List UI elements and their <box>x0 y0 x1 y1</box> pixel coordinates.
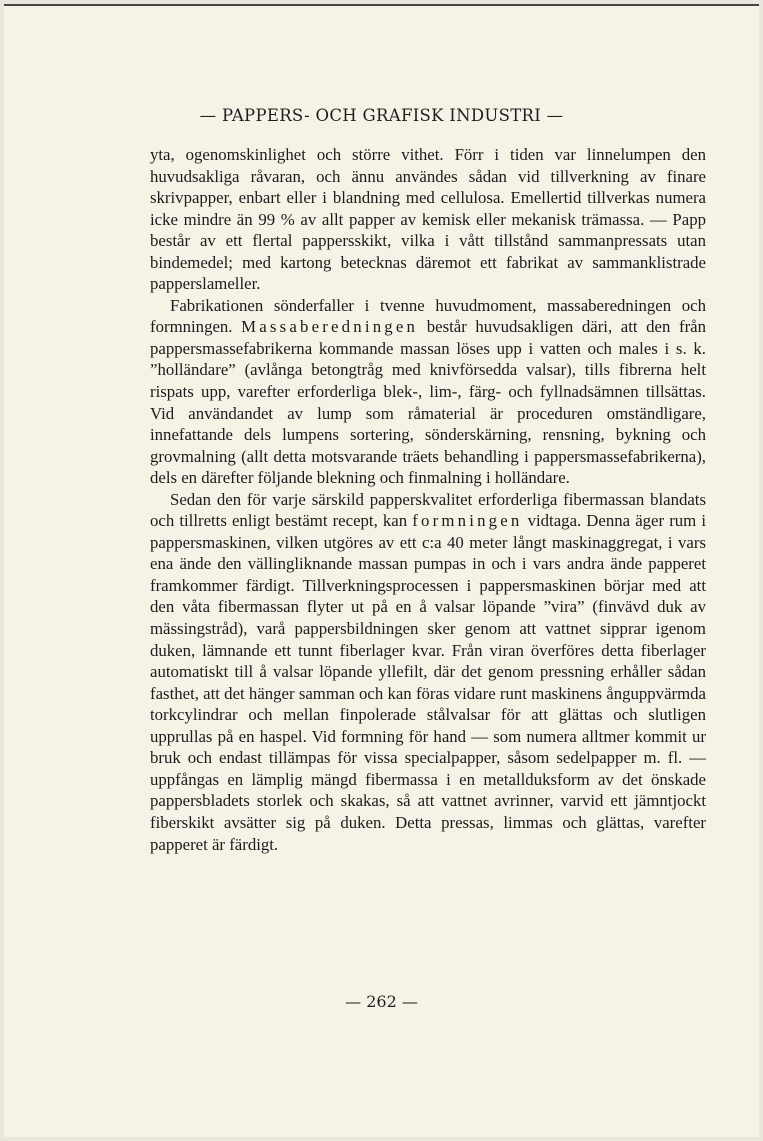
body-text <box>150 144 706 855</box>
paragraph-text: Sedan den för varje särskild papperskvalitet erforderliga fibermassan blandats och tillretts enligt bestämt recept, kan <box>150 489 706 531</box>
running-title: — PAPPERS- OCH GRAFISK INDUSTRI — <box>199 106 564 125</box>
page-number: — 262 — <box>345 992 418 1011</box>
paragraph-fabrication <box>150 295 706 489</box>
spaced-term: Massaberedningen <box>241 317 419 337</box>
paragraph-text: består huvudsakligen däri, att den från pappersmassefabrikerna kommande massan löses upp i vatten och males i s. k. ”holländare” (avlånga betongtråg med knivförsedda valsar), tills fibrerna helt rispats upp, varefter erforderliga blek-, lim-, färg- och fyllnadsämnen tillsättas. Vid användandet av lump som råmaterial är proceduren omständligare, innefattande dels lumpens sortering, sönderskärning, rensning, bykning och grovmalning (allt detta motsvarande träets behandling i pappersmassefabrikerna), dels en därefter följande blekning och finmalning i holländare. <box>150 317 706 488</box>
paragraph-forming <box>150 489 706 855</box>
spaced-term: formningen <box>412 511 523 531</box>
paragraph-text: yta, ogenomskinlighet och större vithet. Förr i tiden var linnelumpen den huvudsakliga råvaran, och ännu användes sådan vid tillverkning av finare skrivpapper, enbart eller i blandning med cellulosa. Emellertid tillverkas numera icke mindre än 99 % av allt papper av kemisk eller mekanisk trämassa. — Papp består av ett flertal pappersskikt, vilka i vått tillstånd sammanpressats utan bindemedel; med kartong betecknas däremot ett fabrikat av sammanklistrade papperslameller. <box>150 145 706 294</box>
paragraph-intro <box>150 144 706 295</box>
paragraph-text: Fabrikationen sönderfaller i tvenne huvudmoment, massaberedningen och formningen. <box>150 295 706 337</box>
paragraph-text: vidtaga. Denna äger rum i pappersmaskinen, vilken utgöres av ett c:a 40 meter långt maskinaggregat, i vars ena ände den vällingliknande massan pumpas in och i vars andra ände papperet framkommer färdigt. Tillverkningsprocessen i pappersmaskinen börjar med att den våta fibermassan flyter ut på en å valsar löpande ”vira” (finvävd duk av mässingstråd), varå pappersbildningen sker genom att vattnet sipprar igenom duken, lämnande ett tunnt fiberlager kvar. Från viran överföres detta fiberlager automatiskt till å valsar löpande yllefilt, där det genom pressning erhåller sådan fasthet, att det hänger samman och kan föras vidare runt maskinens ånguppvärmda torkcylindrar och mellan finpolerade stålvalsar för att glättas och slutligen upprullas på en haspel. Vid formning för hand — som numera alltmer kommit ur bruk och endast tillämpas för vissa specialpapper, såsom sedelpapper m. fl. — uppfångas en lämplig mängd fibermassa i en metallduksform av det önskade pappersbladets storlek och skakas, så att vattnet avrinner, varvid ett jämntjockt fiberskikt avsätter sig på duken. Detta pressas, limmas och glättas, varefter papperet är färdigt. <box>150 511 706 854</box>
